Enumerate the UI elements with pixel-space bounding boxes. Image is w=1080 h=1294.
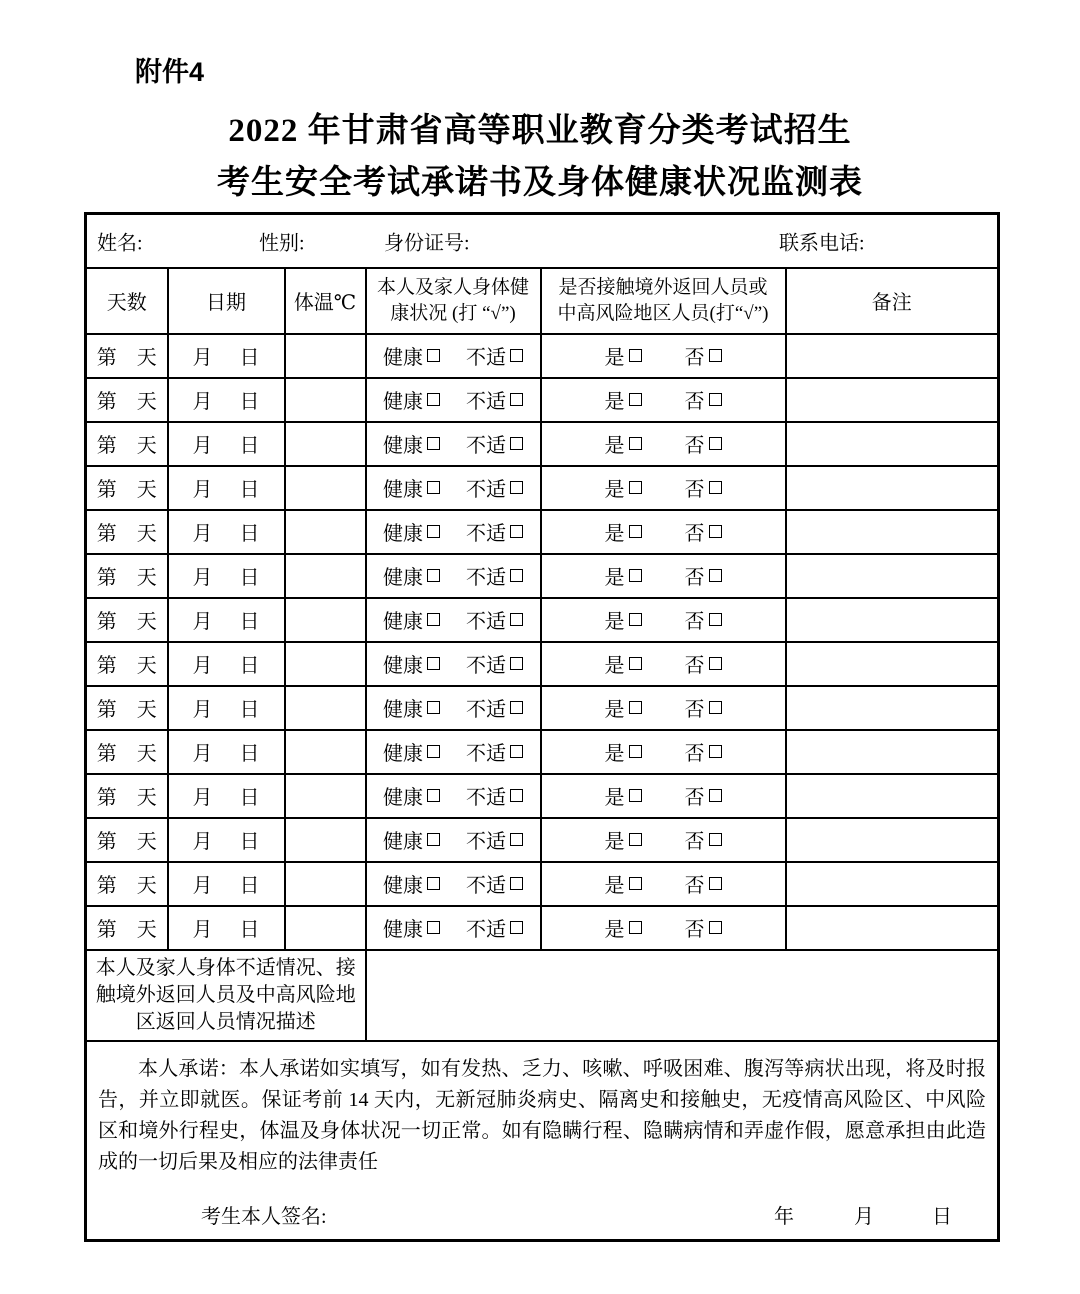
day-number-cell bbox=[86, 642, 168, 686]
table-row bbox=[86, 642, 999, 686]
year-label: 年 bbox=[774, 1206, 794, 1229]
day-number-cell bbox=[86, 554, 168, 598]
yes-label: 是 bbox=[604, 919, 625, 941]
temperature-cell bbox=[285, 862, 366, 906]
healthy-checkbox bbox=[427, 613, 440, 626]
contact-risk-cell bbox=[541, 422, 786, 466]
day-suffix-label: 天 bbox=[136, 347, 157, 369]
no-label: 否 bbox=[684, 435, 705, 457]
healthy-checkbox bbox=[427, 569, 440, 582]
healthy-label: 健康 bbox=[383, 611, 423, 633]
contact-risk-cell bbox=[541, 818, 786, 862]
healthy-checkbox bbox=[427, 657, 440, 670]
day-label: 日 bbox=[239, 743, 260, 765]
yes-checkbox bbox=[629, 921, 642, 934]
month-label: 月 bbox=[192, 391, 213, 413]
day-label: 日 bbox=[239, 875, 260, 897]
no-label: 否 bbox=[684, 391, 705, 413]
no-label: 否 bbox=[684, 479, 705, 501]
remarks-cell bbox=[786, 598, 999, 642]
healthy-checkbox bbox=[427, 525, 440, 538]
no-checkbox bbox=[709, 481, 722, 494]
temperature-cell bbox=[285, 818, 366, 862]
table-row bbox=[86, 818, 999, 862]
commitment-text: 本人承诺：本人承诺如实填写，如有发热、乏力、咳嗽、呼吸困难、腹泻等病状出现，将及时报告，并立即就医。保证考前 14 天内，无新冠肺炎病史、隔离史和接触史，无疫情高风险区、中风险区和境外行程史，体温及身体状况一切正常。如有隐瞒行程、隐瞒病情和弄虚作假，愿意承担由此造成的一切后果及相应的法律责任 bbox=[98, 1058, 986, 1174]
day-prefix-label: 第 bbox=[96, 347, 117, 369]
unwell-checkbox bbox=[510, 349, 523, 362]
id-number-label: 身份证号: bbox=[384, 232, 470, 255]
table-row bbox=[86, 906, 999, 950]
remarks-cell bbox=[786, 862, 999, 906]
date-cell bbox=[168, 642, 285, 686]
day-suffix-label: 天 bbox=[136, 919, 157, 941]
no-label: 否 bbox=[684, 875, 705, 897]
unwell-label: 不适 bbox=[466, 831, 506, 853]
day-prefix-label: 第 bbox=[96, 391, 117, 413]
unwell-label: 不适 bbox=[466, 347, 506, 369]
health-status-cell bbox=[366, 642, 541, 686]
day-label: 日 bbox=[239, 919, 260, 941]
unwell-checkbox bbox=[510, 437, 523, 450]
yes-label: 是 bbox=[604, 523, 625, 545]
date-cell bbox=[168, 686, 285, 730]
contact-risk-cell bbox=[541, 598, 786, 642]
contact-risk-cell bbox=[541, 642, 786, 686]
no-checkbox bbox=[709, 657, 722, 670]
unwell-checkbox bbox=[510, 613, 523, 626]
healthy-checkbox bbox=[427, 701, 440, 714]
no-checkbox bbox=[709, 613, 722, 626]
date-cell bbox=[168, 422, 285, 466]
no-checkbox bbox=[709, 393, 722, 406]
yes-label: 是 bbox=[604, 875, 625, 897]
gender-label: 性别: bbox=[259, 232, 305, 255]
day-suffix-label: 天 bbox=[136, 567, 157, 589]
month-label: 月 bbox=[192, 435, 213, 457]
unwell-checkbox bbox=[510, 657, 523, 670]
yes-checkbox bbox=[629, 789, 642, 802]
no-label: 否 bbox=[684, 831, 705, 853]
unwell-checkbox bbox=[510, 701, 523, 714]
day-number-cell bbox=[86, 510, 168, 554]
day-number-cell bbox=[86, 862, 168, 906]
health-status-cell bbox=[366, 818, 541, 862]
date-cell bbox=[168, 818, 285, 862]
yes-checkbox bbox=[629, 393, 642, 406]
health-status-cell bbox=[366, 598, 541, 642]
day-prefix-label: 第 bbox=[96, 611, 117, 633]
contact-header-line1: 是否接触境外返回人员或 bbox=[558, 276, 768, 298]
col-header-contact-risk bbox=[541, 268, 786, 334]
day-label: 日 bbox=[239, 479, 260, 501]
unwell-label: 不适 bbox=[466, 655, 506, 677]
day-number-cell bbox=[86, 906, 168, 950]
yes-checkbox bbox=[629, 745, 642, 758]
description-write-in-area bbox=[366, 950, 999, 1041]
contact-risk-cell bbox=[541, 466, 786, 510]
yes-label: 是 bbox=[604, 831, 625, 853]
contact-risk-cell bbox=[541, 862, 786, 906]
signature-label: 考生本人签名: bbox=[201, 1206, 327, 1229]
unwell-label: 不适 bbox=[466, 919, 506, 941]
day-suffix-label: 天 bbox=[136, 875, 157, 897]
yes-label: 是 bbox=[604, 743, 625, 765]
day-label: 日 bbox=[239, 611, 260, 633]
day-suffix-label: 天 bbox=[136, 611, 157, 633]
healthy-checkbox bbox=[427, 437, 440, 450]
table-row bbox=[86, 686, 999, 730]
day-prefix-label: 第 bbox=[96, 787, 117, 809]
date-cell bbox=[168, 862, 285, 906]
table-row bbox=[86, 510, 999, 554]
unwell-checkbox bbox=[510, 833, 523, 846]
yes-label: 是 bbox=[604, 699, 625, 721]
contact-risk-cell bbox=[541, 686, 786, 730]
day-suffix-label: 天 bbox=[136, 743, 157, 765]
day-prefix-label: 第 bbox=[96, 655, 117, 677]
month-label: 月 bbox=[854, 1206, 874, 1229]
yes-checkbox bbox=[629, 349, 642, 362]
health-status-cell bbox=[366, 686, 541, 730]
unwell-label: 不适 bbox=[466, 567, 506, 589]
day-label: 日 bbox=[239, 655, 260, 677]
unwell-label: 不适 bbox=[466, 479, 506, 501]
day-suffix-label: 天 bbox=[136, 435, 157, 457]
day-number-cell bbox=[86, 378, 168, 422]
contact-risk-cell bbox=[541, 554, 786, 598]
yes-label: 是 bbox=[604, 787, 625, 809]
unwell-label: 不适 bbox=[466, 787, 506, 809]
healthy-checkbox bbox=[427, 789, 440, 802]
day-label: 日 bbox=[932, 1206, 952, 1229]
table-row bbox=[86, 422, 999, 466]
col-header-days: 天数 bbox=[86, 268, 168, 334]
remarks-cell bbox=[786, 686, 999, 730]
table-row bbox=[86, 554, 999, 598]
day-label: 日 bbox=[239, 435, 260, 457]
healthy-checkbox bbox=[427, 745, 440, 758]
date-cell bbox=[168, 598, 285, 642]
yes-checkbox bbox=[629, 613, 642, 626]
no-checkbox bbox=[709, 921, 722, 934]
day-label: 日 bbox=[239, 699, 260, 721]
healthy-checkbox bbox=[427, 481, 440, 494]
yes-label: 是 bbox=[604, 391, 625, 413]
health-status-cell bbox=[366, 554, 541, 598]
day-prefix-label: 第 bbox=[96, 831, 117, 853]
no-checkbox bbox=[709, 877, 722, 890]
yes-label: 是 bbox=[604, 567, 625, 589]
yes-label: 是 bbox=[604, 655, 625, 677]
healthy-checkbox bbox=[427, 877, 440, 890]
day-suffix-label: 天 bbox=[136, 699, 157, 721]
yes-checkbox bbox=[629, 437, 642, 450]
day-number-cell bbox=[86, 730, 168, 774]
col-header-date: 日期 bbox=[168, 268, 285, 334]
no-label: 否 bbox=[684, 919, 705, 941]
remarks-cell bbox=[786, 334, 999, 378]
day-label: 日 bbox=[239, 523, 260, 545]
unwell-checkbox bbox=[510, 789, 523, 802]
table-row bbox=[86, 378, 999, 422]
healthy-label: 健康 bbox=[383, 919, 423, 941]
no-checkbox bbox=[709, 701, 722, 714]
commitment-cell bbox=[86, 1041, 999, 1241]
month-label: 月 bbox=[192, 347, 213, 369]
table-row bbox=[86, 730, 999, 774]
day-suffix-label: 天 bbox=[136, 655, 157, 677]
contact-header-line2: 中高风险地区人员(打“√”) bbox=[557, 302, 769, 324]
contact-risk-cell bbox=[541, 510, 786, 554]
temperature-cell bbox=[285, 598, 366, 642]
day-prefix-label: 第 bbox=[96, 479, 117, 501]
date-cell bbox=[168, 554, 285, 598]
day-label: 日 bbox=[239, 567, 260, 589]
day-number-cell bbox=[86, 466, 168, 510]
unwell-label: 不适 bbox=[466, 523, 506, 545]
healthy-label: 健康 bbox=[383, 655, 423, 677]
unwell-checkbox bbox=[510, 481, 523, 494]
temperature-cell bbox=[285, 554, 366, 598]
remarks-cell bbox=[786, 466, 999, 510]
unwell-checkbox bbox=[510, 525, 523, 538]
day-number-cell bbox=[86, 598, 168, 642]
temperature-cell bbox=[285, 642, 366, 686]
contact-risk-cell bbox=[541, 334, 786, 378]
temperature-cell bbox=[285, 466, 366, 510]
no-label: 否 bbox=[684, 567, 705, 589]
day-number-cell bbox=[86, 422, 168, 466]
attachment-label: 附件4 bbox=[135, 57, 205, 87]
temperature-cell bbox=[285, 906, 366, 950]
yes-label: 是 bbox=[604, 435, 625, 457]
healthy-label: 健康 bbox=[383, 743, 423, 765]
contact-risk-cell bbox=[541, 906, 786, 950]
day-suffix-label: 天 bbox=[136, 479, 157, 501]
unwell-checkbox bbox=[510, 393, 523, 406]
temperature-cell bbox=[285, 686, 366, 730]
temperature-cell bbox=[285, 510, 366, 554]
month-label: 月 bbox=[192, 743, 213, 765]
health-status-cell bbox=[366, 730, 541, 774]
no-label: 否 bbox=[684, 699, 705, 721]
col-header-remarks: 备注 bbox=[786, 268, 999, 334]
health-status-cell bbox=[366, 334, 541, 378]
remarks-cell bbox=[786, 554, 999, 598]
unwell-label: 不适 bbox=[466, 611, 506, 633]
unwell-label: 不适 bbox=[466, 435, 506, 457]
remarks-cell bbox=[786, 510, 999, 554]
month-label: 月 bbox=[192, 919, 213, 941]
date-cell bbox=[168, 378, 285, 422]
date-cell bbox=[168, 466, 285, 510]
health-status-cell bbox=[366, 774, 541, 818]
table-row bbox=[86, 862, 999, 906]
healthy-label: 健康 bbox=[383, 435, 423, 457]
remarks-cell bbox=[786, 774, 999, 818]
day-prefix-label: 第 bbox=[96, 435, 117, 457]
healthy-label: 健康 bbox=[383, 479, 423, 501]
unwell-checkbox bbox=[510, 921, 523, 934]
healthy-label: 健康 bbox=[383, 567, 423, 589]
unwell-label: 不适 bbox=[466, 875, 506, 897]
health-status-cell bbox=[366, 862, 541, 906]
day-prefix-label: 第 bbox=[96, 875, 117, 897]
healthy-label: 健康 bbox=[383, 875, 423, 897]
healthy-checkbox bbox=[427, 921, 440, 934]
day-number-cell bbox=[86, 334, 168, 378]
yes-checkbox bbox=[629, 833, 642, 846]
table-row bbox=[86, 598, 999, 642]
day-prefix-label: 第 bbox=[96, 567, 117, 589]
phone-label: 联系电话: bbox=[779, 232, 865, 255]
yes-checkbox bbox=[629, 481, 642, 494]
healthy-label: 健康 bbox=[383, 523, 423, 545]
yes-checkbox bbox=[629, 877, 642, 890]
day-suffix-label: 天 bbox=[136, 831, 157, 853]
unwell-label: 不适 bbox=[466, 391, 506, 413]
no-label: 否 bbox=[684, 787, 705, 809]
contact-risk-cell bbox=[541, 378, 786, 422]
day-label: 日 bbox=[239, 831, 260, 853]
day-label: 日 bbox=[239, 787, 260, 809]
document-title-line1: 2022 年甘肃省高等职业教育分类考试招生 bbox=[228, 113, 852, 149]
table-row bbox=[86, 774, 999, 818]
temperature-cell bbox=[285, 774, 366, 818]
date-cell bbox=[168, 730, 285, 774]
yes-checkbox bbox=[629, 525, 642, 538]
remarks-cell bbox=[786, 906, 999, 950]
no-checkbox bbox=[709, 789, 722, 802]
col-header-health-status bbox=[366, 268, 541, 334]
month-label: 月 bbox=[192, 567, 213, 589]
day-number-cell bbox=[86, 686, 168, 730]
date-cell bbox=[168, 510, 285, 554]
health-status-cell bbox=[366, 378, 541, 422]
month-label: 月 bbox=[192, 479, 213, 501]
day-suffix-label: 天 bbox=[136, 523, 157, 545]
no-label: 否 bbox=[684, 611, 705, 633]
no-label: 否 bbox=[684, 655, 705, 677]
month-label: 月 bbox=[192, 611, 213, 633]
unwell-label: 不适 bbox=[466, 699, 506, 721]
health-status-cell bbox=[366, 510, 541, 554]
day-prefix-label: 第 bbox=[96, 743, 117, 765]
remarks-cell bbox=[786, 422, 999, 466]
document-title-line2: 考生安全考试承诺书及身体健康状况监测表 bbox=[217, 165, 863, 201]
name-label: 姓名: bbox=[97, 232, 143, 255]
yes-checkbox bbox=[629, 701, 642, 714]
healthy-checkbox bbox=[427, 349, 440, 362]
healthy-label: 健康 bbox=[383, 391, 423, 413]
no-label: 否 bbox=[684, 523, 705, 545]
healthy-checkbox bbox=[427, 393, 440, 406]
no-checkbox bbox=[709, 437, 722, 450]
healthy-label: 健康 bbox=[383, 347, 423, 369]
yes-label: 是 bbox=[604, 347, 625, 369]
no-checkbox bbox=[709, 349, 722, 362]
no-checkbox bbox=[709, 833, 722, 846]
day-prefix-label: 第 bbox=[96, 523, 117, 545]
date-cell bbox=[168, 334, 285, 378]
signature-line bbox=[98, 1200, 986, 1232]
no-checkbox bbox=[709, 569, 722, 582]
yes-checkbox bbox=[629, 657, 642, 670]
yes-label: 是 bbox=[604, 611, 625, 633]
unwell-checkbox bbox=[510, 745, 523, 758]
healthy-label: 健康 bbox=[383, 699, 423, 721]
temperature-cell bbox=[285, 730, 366, 774]
remarks-cell bbox=[786, 642, 999, 686]
month-label: 月 bbox=[192, 655, 213, 677]
contact-risk-cell bbox=[541, 774, 786, 818]
date-cell bbox=[168, 774, 285, 818]
no-label: 否 bbox=[684, 347, 705, 369]
day-number-cell bbox=[86, 774, 168, 818]
yes-checkbox bbox=[629, 569, 642, 582]
day-suffix-label: 天 bbox=[136, 787, 157, 809]
healthy-checkbox bbox=[427, 833, 440, 846]
col-header-temperature: 体温℃ bbox=[285, 268, 366, 334]
health-status-cell bbox=[366, 422, 541, 466]
contact-risk-cell bbox=[541, 730, 786, 774]
candidate-info-row bbox=[86, 214, 999, 268]
health-monitoring-table bbox=[84, 212, 1000, 1242]
temperature-cell bbox=[285, 422, 366, 466]
table-row bbox=[86, 466, 999, 510]
health-header-line2: 康状况 (打 “√”) bbox=[390, 302, 516, 324]
table-row bbox=[86, 334, 999, 378]
health-status-cell bbox=[366, 466, 541, 510]
health-status-cell bbox=[366, 906, 541, 950]
unwell-checkbox bbox=[510, 877, 523, 890]
month-label: 月 bbox=[192, 875, 213, 897]
remarks-cell bbox=[786, 818, 999, 862]
month-label: 月 bbox=[192, 523, 213, 545]
healthy-label: 健康 bbox=[383, 787, 423, 809]
month-label: 月 bbox=[192, 787, 213, 809]
remarks-cell bbox=[786, 378, 999, 422]
no-checkbox bbox=[709, 525, 722, 538]
healthy-label: 健康 bbox=[383, 831, 423, 853]
temperature-cell bbox=[285, 334, 366, 378]
no-label: 否 bbox=[684, 743, 705, 765]
temperature-cell bbox=[285, 378, 366, 422]
day-prefix-label: 第 bbox=[96, 699, 117, 721]
day-label: 日 bbox=[239, 391, 260, 413]
remarks-cell bbox=[786, 730, 999, 774]
yes-label: 是 bbox=[604, 479, 625, 501]
day-suffix-label: 天 bbox=[136, 391, 157, 413]
date-cell bbox=[168, 906, 285, 950]
health-header-line1: 本人及家人身体健 bbox=[376, 276, 529, 298]
day-number-cell bbox=[86, 818, 168, 862]
day-prefix-label: 第 bbox=[96, 919, 117, 941]
month-label: 月 bbox=[192, 699, 213, 721]
unwell-label: 不适 bbox=[466, 743, 506, 765]
month-label: 月 bbox=[192, 831, 213, 853]
unwell-checkbox bbox=[510, 569, 523, 582]
day-label: 日 bbox=[239, 347, 260, 369]
description-label: 本人及家人身体不适情况、接触境外返回人员及中高风险地区返回人员情况描述 bbox=[86, 950, 366, 1041]
no-checkbox bbox=[709, 745, 722, 758]
